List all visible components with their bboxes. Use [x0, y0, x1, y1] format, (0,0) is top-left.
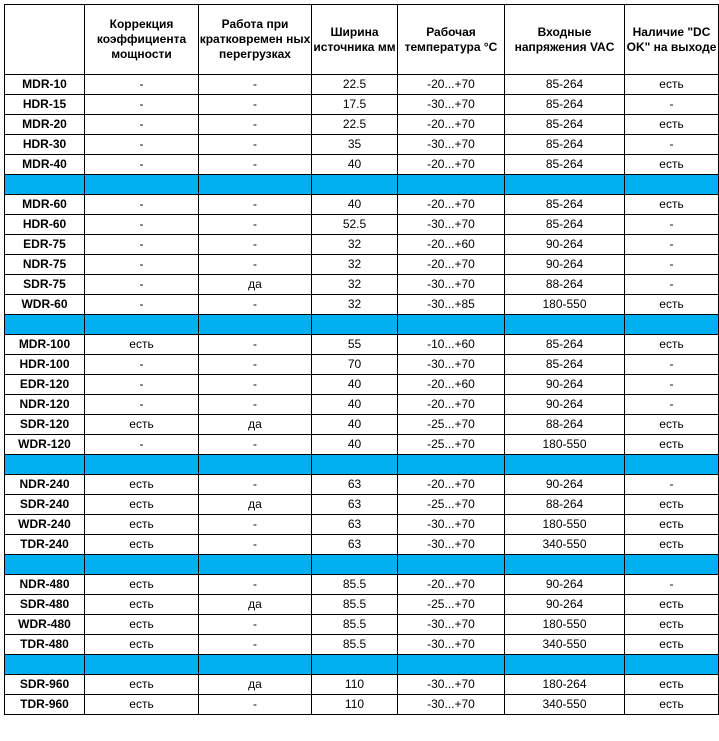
power-factor-cell: есть: [85, 575, 199, 595]
temperature-cell: -20...+70: [398, 475, 505, 495]
power-factor-cell: есть: [85, 335, 199, 355]
input-voltage-cell: 88-264: [505, 275, 625, 295]
power-factor-cell: -: [85, 375, 199, 395]
separator-cell: [625, 315, 719, 335]
separator-cell: [85, 315, 199, 335]
temperature-cell: -20...+60: [398, 235, 505, 255]
separator-cell: [505, 455, 625, 475]
overload-cell: -: [199, 575, 312, 595]
input-voltage-cell: 90-264: [505, 395, 625, 415]
overload-cell: -: [199, 295, 312, 315]
separator-cell: [312, 555, 398, 575]
width-cell: 70: [312, 355, 398, 375]
model-cell: SDR-75: [5, 275, 85, 295]
separator-cell: [199, 315, 312, 335]
input-voltage-cell: 90-264: [505, 575, 625, 595]
model-cell: HDR-60: [5, 215, 85, 235]
group-separator-row: [5, 455, 719, 475]
width-cell: 63: [312, 475, 398, 495]
dc-ok-cell: -: [625, 235, 719, 255]
temperature-cell: -25...+70: [398, 415, 505, 435]
width-cell: 85.5: [312, 595, 398, 615]
model-cell: HDR-30: [5, 135, 85, 155]
table-row: [5, 255, 719, 275]
temperature-cell: -30...+70: [398, 535, 505, 555]
separator-cell: [625, 655, 719, 675]
width-cell: 85.5: [312, 635, 398, 655]
input-voltage-cell: 88-264: [505, 495, 625, 515]
dc-ok-cell: есть: [625, 495, 719, 515]
separator-cell: [199, 555, 312, 575]
width-cell: 32: [312, 275, 398, 295]
dc-ok-cell: есть: [625, 435, 719, 455]
input-voltage-cell: 85-264: [505, 335, 625, 355]
table-row: [5, 295, 719, 315]
overload-cell: -: [199, 115, 312, 135]
header-overload: Работа при кратковремен ных перегрузках: [199, 5, 312, 75]
width-cell: 85.5: [312, 615, 398, 635]
model-cell: TDR-240: [5, 535, 85, 555]
dc-ok-cell: -: [625, 275, 719, 295]
power-factor-cell: -: [85, 115, 199, 135]
dc-ok-cell: есть: [625, 535, 719, 555]
separator-cell: [5, 315, 85, 335]
temperature-cell: -30...+70: [398, 215, 505, 235]
overload-cell: -: [199, 355, 312, 375]
table-row: [5, 115, 719, 135]
overload-cell: -: [199, 635, 312, 655]
dc-ok-cell: -: [625, 395, 719, 415]
temperature-cell: -20...+70: [398, 255, 505, 275]
separator-cell: [85, 555, 199, 575]
width-cell: 40: [312, 415, 398, 435]
dc-ok-cell: есть: [625, 595, 719, 615]
separator-cell: [85, 455, 199, 475]
separator-cell: [5, 175, 85, 195]
table-row: [5, 635, 719, 655]
overload-cell: -: [199, 215, 312, 235]
table-row: [5, 235, 719, 255]
width-cell: 85.5: [312, 575, 398, 595]
width-cell: 52.5: [312, 215, 398, 235]
table-row: [5, 335, 719, 355]
input-voltage-cell: 90-264: [505, 595, 625, 615]
width-cell: 35: [312, 135, 398, 155]
width-cell: 40: [312, 195, 398, 215]
power-factor-cell: есть: [85, 595, 199, 615]
input-voltage-cell: 85-264: [505, 195, 625, 215]
separator-cell: [625, 455, 719, 475]
power-factor-cell: -: [85, 195, 199, 215]
overload-cell: -: [199, 195, 312, 215]
dc-ok-cell: есть: [625, 195, 719, 215]
dc-ok-cell: -: [625, 255, 719, 275]
dc-ok-cell: -: [625, 95, 719, 115]
dc-ok-cell: -: [625, 355, 719, 375]
model-cell: WDR-120: [5, 435, 85, 455]
table-row: [5, 195, 719, 215]
separator-cell: [505, 555, 625, 575]
dc-ok-cell: -: [625, 575, 719, 595]
input-voltage-cell: 340-550: [505, 635, 625, 655]
table-row: [5, 375, 719, 395]
input-voltage-cell: 85-264: [505, 75, 625, 95]
dc-ok-cell: есть: [625, 75, 719, 95]
overload-cell: да: [199, 595, 312, 615]
model-cell: HDR-100: [5, 355, 85, 375]
table-row: [5, 515, 719, 535]
temperature-cell: -30...+70: [398, 695, 505, 715]
input-voltage-cell: 90-264: [505, 475, 625, 495]
header-model: [5, 5, 85, 75]
power-factor-cell: -: [85, 395, 199, 415]
width-cell: 40: [312, 435, 398, 455]
temperature-cell: -20...+70: [398, 115, 505, 135]
temperature-cell: -10...+60: [398, 335, 505, 355]
overload-cell: да: [199, 675, 312, 695]
power-factor-cell: -: [85, 135, 199, 155]
power-supply-table: [4, 4, 719, 715]
input-voltage-cell: 90-264: [505, 235, 625, 255]
input-voltage-cell: 85-264: [505, 135, 625, 155]
separator-cell: [5, 655, 85, 675]
width-cell: 22.5: [312, 75, 398, 95]
overload-cell: -: [199, 695, 312, 715]
model-cell: SDR-960: [5, 675, 85, 695]
model-cell: HDR-15: [5, 95, 85, 115]
power-factor-cell: есть: [85, 675, 199, 695]
input-voltage-cell: 180-550: [505, 515, 625, 535]
separator-cell: [312, 175, 398, 195]
overload-cell: -: [199, 615, 312, 635]
width-cell: 32: [312, 235, 398, 255]
table-row: [5, 495, 719, 515]
separator-cell: [5, 455, 85, 475]
input-voltage-cell: 85-264: [505, 355, 625, 375]
input-voltage-cell: 180-550: [505, 435, 625, 455]
temperature-cell: -25...+70: [398, 495, 505, 515]
temperature-cell: -30...+70: [398, 675, 505, 695]
width-cell: 17.5: [312, 95, 398, 115]
dc-ok-cell: -: [625, 375, 719, 395]
table-row: [5, 75, 719, 95]
model-cell: SDR-240: [5, 495, 85, 515]
separator-cell: [398, 455, 505, 475]
header-width: Ширина источника мм: [312, 5, 398, 75]
width-cell: 63: [312, 535, 398, 555]
input-voltage-cell: 180-550: [505, 295, 625, 315]
power-factor-cell: есть: [85, 415, 199, 435]
dc-ok-cell: есть: [625, 615, 719, 635]
separator-cell: [199, 455, 312, 475]
power-factor-cell: -: [85, 255, 199, 275]
table-row: [5, 435, 719, 455]
dc-ok-cell: есть: [625, 675, 719, 695]
table-row: [5, 575, 719, 595]
input-voltage-cell: 90-264: [505, 375, 625, 395]
group-separator-row: [5, 175, 719, 195]
separator-cell: [312, 455, 398, 475]
model-cell: MDR-20: [5, 115, 85, 135]
table-row: [5, 395, 719, 415]
table-row: [5, 215, 719, 235]
separator-cell: [199, 175, 312, 195]
power-factor-cell: -: [85, 155, 199, 175]
input-voltage-cell: 85-264: [505, 155, 625, 175]
width-cell: 40: [312, 375, 398, 395]
width-cell: 63: [312, 515, 398, 535]
overload-cell: -: [199, 255, 312, 275]
power-factor-cell: есть: [85, 695, 199, 715]
width-cell: 40: [312, 155, 398, 175]
temperature-cell: -20...+70: [398, 395, 505, 415]
power-factor-cell: -: [85, 275, 199, 295]
dc-ok-cell: -: [625, 135, 719, 155]
temperature-cell: -30...+70: [398, 515, 505, 535]
input-voltage-cell: 88-264: [505, 415, 625, 435]
width-cell: 32: [312, 295, 398, 315]
temperature-cell: -20...+70: [398, 75, 505, 95]
table-row: [5, 615, 719, 635]
temperature-cell: -30...+70: [398, 635, 505, 655]
input-voltage-cell: 85-264: [505, 215, 625, 235]
power-factor-cell: -: [85, 75, 199, 95]
power-factor-cell: есть: [85, 635, 199, 655]
input-voltage-cell: 340-550: [505, 695, 625, 715]
overload-cell: -: [199, 515, 312, 535]
table-row: [5, 595, 719, 615]
temperature-cell: -20...+70: [398, 155, 505, 175]
dc-ok-cell: есть: [625, 295, 719, 315]
overload-cell: -: [199, 395, 312, 415]
separator-cell: [85, 655, 199, 675]
separator-cell: [312, 655, 398, 675]
model-cell: WDR-60: [5, 295, 85, 315]
separator-cell: [505, 655, 625, 675]
table-row: [5, 475, 719, 495]
separator-cell: [398, 175, 505, 195]
power-factor-cell: -: [85, 215, 199, 235]
table-row: [5, 675, 719, 695]
temperature-cell: -30...+70: [398, 355, 505, 375]
width-cell: 55: [312, 335, 398, 355]
model-cell: NDR-240: [5, 475, 85, 495]
model-cell: TDR-480: [5, 635, 85, 655]
overload-cell: -: [199, 75, 312, 95]
table-row: [5, 695, 719, 715]
model-cell: NDR-120: [5, 395, 85, 415]
model-cell: WDR-480: [5, 615, 85, 635]
header-row: [5, 5, 719, 75]
table-row: [5, 415, 719, 435]
power-factor-cell: -: [85, 435, 199, 455]
width-cell: 22.5: [312, 115, 398, 135]
dc-ok-cell: есть: [625, 695, 719, 715]
model-cell: WDR-240: [5, 515, 85, 535]
dc-ok-cell: есть: [625, 415, 719, 435]
power-factor-cell: -: [85, 295, 199, 315]
overload-cell: -: [199, 435, 312, 455]
model-cell: NDR-75: [5, 255, 85, 275]
width-cell: 110: [312, 675, 398, 695]
temperature-cell: -30...+70: [398, 95, 505, 115]
separator-cell: [625, 555, 719, 575]
group-separator-row: [5, 655, 719, 675]
overload-cell: -: [199, 535, 312, 555]
overload-cell: -: [199, 95, 312, 115]
model-cell: MDR-60: [5, 195, 85, 215]
header-dc-ok: Наличие "DC OK" на выходе: [625, 5, 719, 75]
temperature-cell: -30...+70: [398, 135, 505, 155]
separator-cell: [398, 655, 505, 675]
width-cell: 40: [312, 395, 398, 415]
temperature-cell: -20...+60: [398, 375, 505, 395]
width-cell: 110: [312, 695, 398, 715]
dc-ok-cell: есть: [625, 115, 719, 135]
dc-ok-cell: есть: [625, 335, 719, 355]
overload-cell: да: [199, 275, 312, 295]
header-temperature: Рабочая температура °С: [398, 5, 505, 75]
dc-ok-cell: есть: [625, 635, 719, 655]
temperature-cell: -20...+70: [398, 195, 505, 215]
dc-ok-cell: есть: [625, 155, 719, 175]
table-row: [5, 155, 719, 175]
table-row: [5, 355, 719, 375]
power-factor-cell: есть: [85, 515, 199, 535]
temperature-cell: -20...+70: [398, 575, 505, 595]
input-voltage-cell: 180-264: [505, 675, 625, 695]
dc-ok-cell: -: [625, 215, 719, 235]
group-separator-row: [5, 315, 719, 335]
overload-cell: -: [199, 335, 312, 355]
model-cell: TDR-960: [5, 695, 85, 715]
separator-cell: [85, 175, 199, 195]
power-factor-cell: -: [85, 235, 199, 255]
separator-cell: [505, 315, 625, 335]
power-factor-cell: есть: [85, 535, 199, 555]
table-row: [5, 535, 719, 555]
header-power-factor: Коррекция коэффициента мощности: [85, 5, 199, 75]
table-row: [5, 275, 719, 295]
overload-cell: -: [199, 375, 312, 395]
separator-cell: [312, 315, 398, 335]
overload-cell: да: [199, 495, 312, 515]
model-cell: NDR-480: [5, 575, 85, 595]
input-voltage-cell: 90-264: [505, 255, 625, 275]
width-cell: 32: [312, 255, 398, 275]
separator-cell: [199, 655, 312, 675]
model-cell: EDR-75: [5, 235, 85, 255]
overload-cell: -: [199, 235, 312, 255]
temperature-cell: -30...+85: [398, 295, 505, 315]
separator-cell: [625, 175, 719, 195]
model-cell: EDR-120: [5, 375, 85, 395]
temperature-cell: -25...+70: [398, 595, 505, 615]
input-voltage-cell: 340-550: [505, 535, 625, 555]
separator-cell: [398, 315, 505, 335]
overload-cell: -: [199, 155, 312, 175]
temperature-cell: -30...+70: [398, 615, 505, 635]
table-row: [5, 135, 719, 155]
separator-cell: [5, 555, 85, 575]
table-row: [5, 95, 719, 115]
width-cell: 63: [312, 495, 398, 515]
separator-cell: [398, 555, 505, 575]
dc-ok-cell: -: [625, 475, 719, 495]
power-factor-cell: есть: [85, 475, 199, 495]
model-cell: MDR-10: [5, 75, 85, 95]
input-voltage-cell: 85-264: [505, 95, 625, 115]
input-voltage-cell: 85-264: [505, 115, 625, 135]
power-factor-cell: есть: [85, 615, 199, 635]
overload-cell: -: [199, 475, 312, 495]
overload-cell: да: [199, 415, 312, 435]
overload-cell: -: [199, 135, 312, 155]
model-cell: SDR-120: [5, 415, 85, 435]
header-input-voltage: Входные напряжения VAC: [505, 5, 625, 75]
model-cell: MDR-100: [5, 335, 85, 355]
dc-ok-cell: есть: [625, 515, 719, 535]
model-cell: SDR-480: [5, 595, 85, 615]
power-factor-cell: есть: [85, 495, 199, 515]
group-separator-row: [5, 555, 719, 575]
power-factor-cell: -: [85, 355, 199, 375]
temperature-cell: -30...+70: [398, 275, 505, 295]
input-voltage-cell: 180-550: [505, 615, 625, 635]
model-cell: MDR-40: [5, 155, 85, 175]
temperature-cell: -25...+70: [398, 435, 505, 455]
separator-cell: [505, 175, 625, 195]
power-factor-cell: -: [85, 95, 199, 115]
